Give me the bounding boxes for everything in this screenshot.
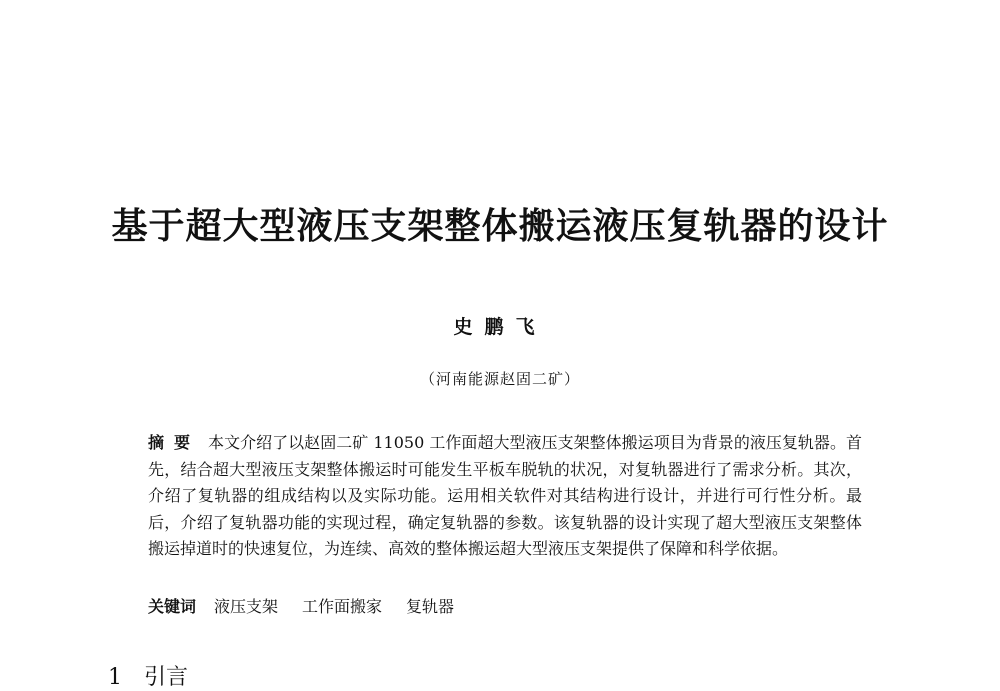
author-affiliation: （河南能源赵固二矿） (419, 370, 580, 388)
keyword: 液压支架 (214, 597, 279, 616)
section-number: 1 (108, 665, 122, 690)
section-title: 引言 (144, 665, 189, 690)
author-name: 史鹏飞 (453, 316, 547, 338)
keywords (148, 594, 862, 620)
keyword: 工作面搬家 (302, 597, 383, 616)
abstract-text: 本文介绍了以赵固二矿 11050 工作面超大型液压支架整体搬运项目为背景的液压复轨器。首先，结合超大型液压支架整体搬运时可能发生平板车脱轨的状况，对复轨器进行了需求分析。其次，介绍了复轨器的组成结构以及实际功能。运用相关软件对其结构进行设计，并进行可行性分析。最后，介绍了复轨器功能的实现过程，确定复轨器的参数。该复轨器的设计实现了超大型液压支架整体搬运掉道时的快速复位，为连续、高效的整体搬运超大型液压支架提供了保障和科学依据。 (148, 433, 862, 558)
section-heading (108, 660, 188, 691)
abstract-label: 摘要 (148, 433, 201, 452)
abstract (148, 430, 862, 563)
keyword: 复轨器 (406, 597, 455, 616)
keywords-label: 关键词 (148, 597, 197, 616)
paper-title: 基于超大型液压支架整体搬运液压复轨器的设计 (111, 205, 889, 247)
